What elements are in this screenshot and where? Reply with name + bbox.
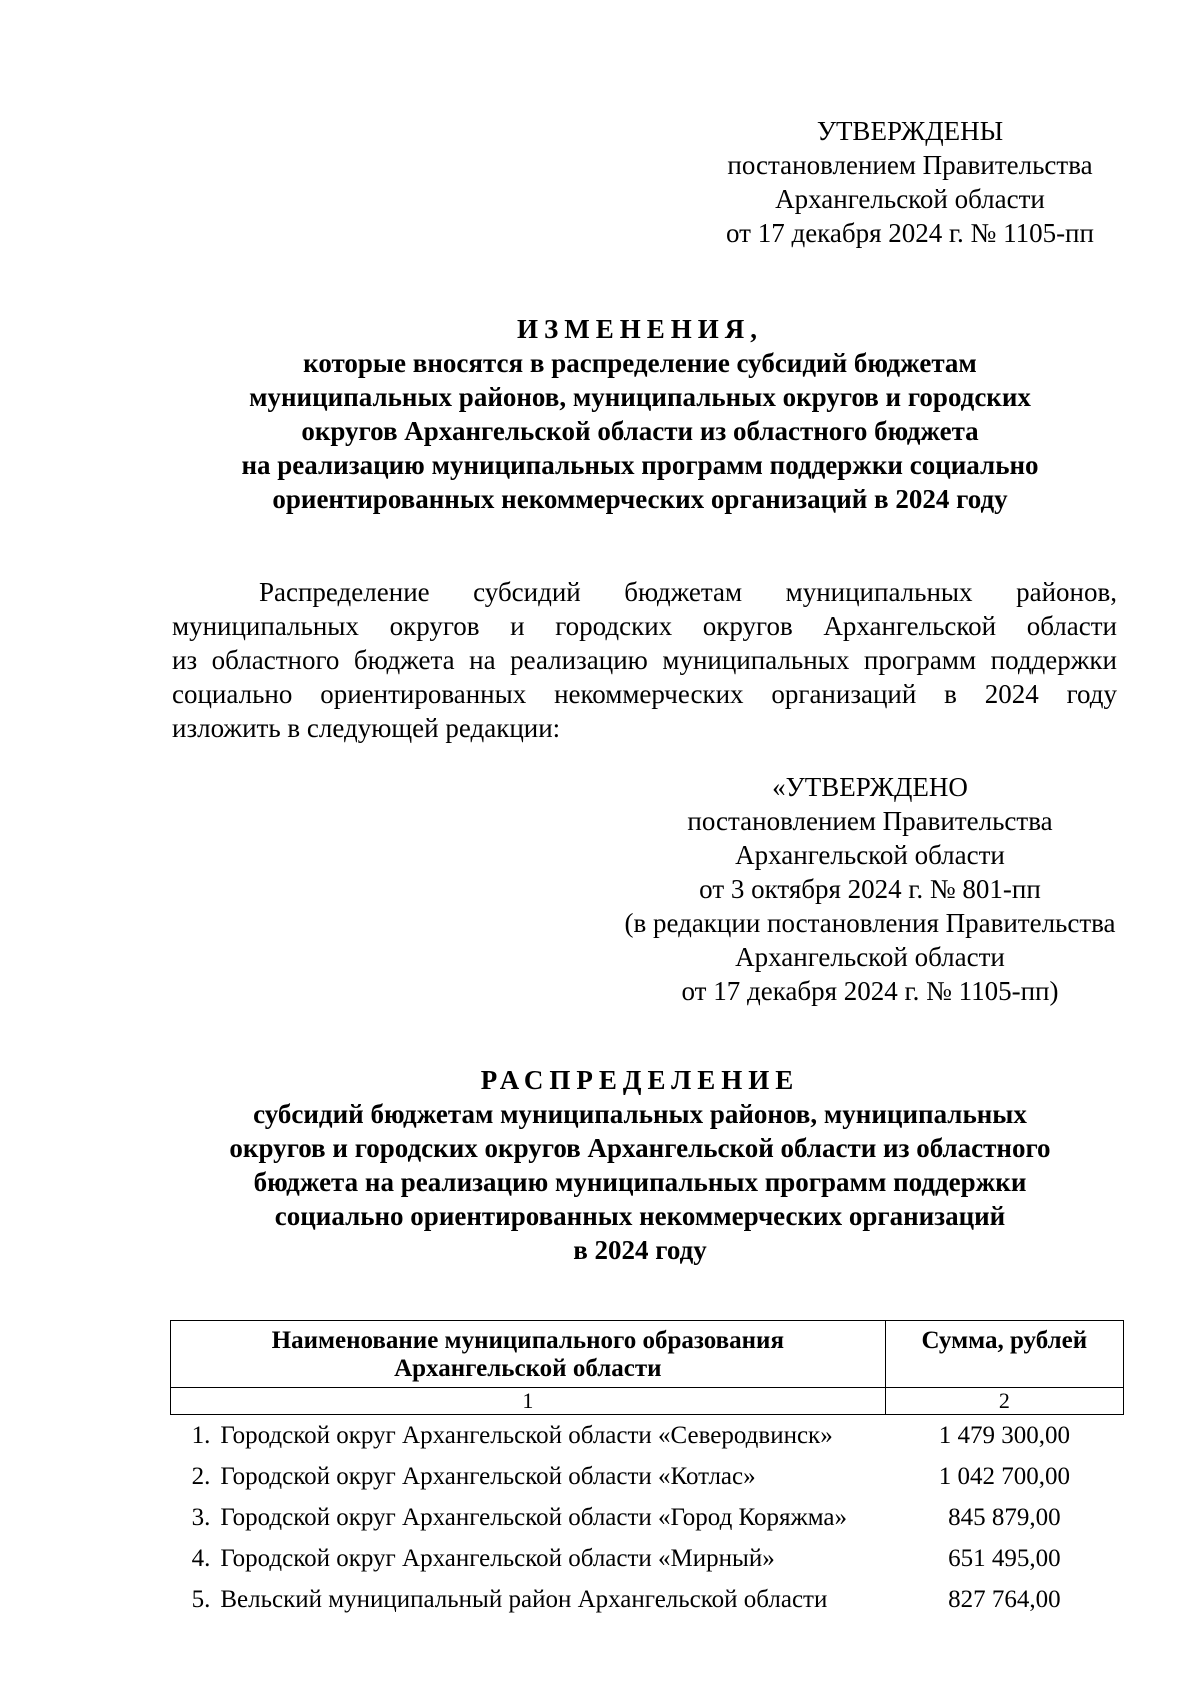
row-amount: 1 479 300,00	[938, 1421, 1070, 1449]
approval-line: Архангельской области	[775, 184, 1045, 214]
changes-title: ИЗМЕНЕНИЯ,	[516, 314, 763, 344]
header-name	[171, 1321, 886, 1388]
changes-subtitle-line: ориентированных некоммерческих организаций в 2024 году	[272, 484, 1008, 514]
row-amount: 1 042 700,00	[938, 1462, 1070, 1490]
body-paragraph	[172, 575, 1117, 745]
header-name-line: Архангельской области	[394, 1355, 662, 1382]
approval-line: (в редакции постановления Правительства	[624, 908, 1116, 938]
row-amount: 827 764,00	[948, 1585, 1061, 1613]
changes-subtitle-line: округов Архангельской области из областного бюджета	[301, 416, 979, 446]
approval-line: Архангельской области	[735, 840, 1005, 870]
table-header-row	[171, 1321, 1124, 1388]
distribution-subtitle-line: бюджета на реализацию муниципальных программ поддержки	[253, 1167, 1027, 1197]
changes-subtitle-line: муниципальных районов, муниципальных округов и городских	[249, 382, 1031, 412]
paragraph-line: из областного бюджета на реализацию муниципальных программ поддержки	[172, 645, 1117, 675]
distribution-subtitle-line: в 2024 году	[573, 1235, 707, 1265]
approval-line: постановлением Правительства	[687, 806, 1053, 836]
table-row	[171, 1415, 1124, 1457]
changes-heading	[150, 312, 1130, 516]
row-number: 3.	[191, 1503, 211, 1531]
row-name: Городской округ Архангельской области «Северодвинск»	[220, 1421, 833, 1449]
row-number: 5.	[191, 1585, 211, 1613]
distribution-subtitle-line: округов и городских округов Архангельской области из областного	[229, 1133, 1051, 1163]
distribution-subtitle-line: субсидий бюджетам муниципальных районов, муниципальных	[253, 1099, 1027, 1129]
approval-date: от 17 декабря 2024 г. № 1105-пп)	[681, 976, 1059, 1006]
distribution-subtitle-line: социально ориентированных некоммерческих организаций	[274, 1201, 1006, 1231]
column-number: 1	[171, 1388, 886, 1415]
row-name: Вельский муниципальный район Архангельской области	[220, 1585, 828, 1613]
approval-title: «УТВЕРЖДЕНО	[772, 772, 968, 802]
row-name: Городской округ Архангельской области «Город Коряжма»	[220, 1503, 848, 1531]
row-amount: 845 879,00	[948, 1503, 1061, 1531]
row-amount: 651 495,00	[948, 1544, 1061, 1572]
header-amount: Сумма, рублей	[885, 1321, 1123, 1388]
approval-date: от 3 октября 2024 г. № 801-пп	[699, 874, 1041, 904]
table-row	[171, 1456, 1124, 1497]
column-number-row	[171, 1388, 1124, 1415]
row-name: Городской округ Архангельской области «Мирный»	[220, 1544, 775, 1572]
table-row	[171, 1497, 1124, 1538]
changes-subtitle-line: на реализацию муниципальных программ поддержки социально	[241, 450, 1039, 480]
distribution-table	[170, 1320, 1124, 1620]
changes-subtitle-line: которые вносятся в распределение субсидий бюджетам	[303, 348, 977, 378]
row-name: Городской округ Архангельской области «Котлас»	[220, 1462, 756, 1490]
header-name-line: Наименование муниципального образования	[271, 1327, 784, 1354]
paragraph-line: изложить в следующей редакции:	[172, 713, 561, 743]
table-row	[171, 1579, 1124, 1620]
approval-block-quoted	[590, 770, 1150, 1008]
distribution-heading	[150, 1063, 1130, 1267]
paragraph-line: муниципальных округов и городских округов Архангельской области	[172, 611, 1117, 641]
distribution-title: РАСПРЕДЕЛЕНИЕ	[480, 1065, 800, 1095]
table-row	[171, 1538, 1124, 1579]
paragraph-line: социально ориентированных некоммерческих организаций в 2024 году	[172, 679, 1117, 709]
approval-line: Архангельской области	[735, 942, 1005, 972]
approval-title: УТВЕРЖДЕНЫ	[816, 116, 1004, 146]
paragraph-line: Распределение субсидий бюджетам муниципальных районов,	[259, 577, 1117, 607]
row-number: 1.	[191, 1421, 211, 1449]
approval-date: от 17 декабря 2024 г. № 1105-пп	[726, 218, 1094, 248]
row-number: 2.	[191, 1462, 211, 1490]
approval-line: постановлением Правительства	[727, 150, 1093, 180]
column-number: 2	[885, 1388, 1123, 1415]
row-number: 4.	[191, 1544, 211, 1572]
approval-block	[700, 114, 1120, 250]
